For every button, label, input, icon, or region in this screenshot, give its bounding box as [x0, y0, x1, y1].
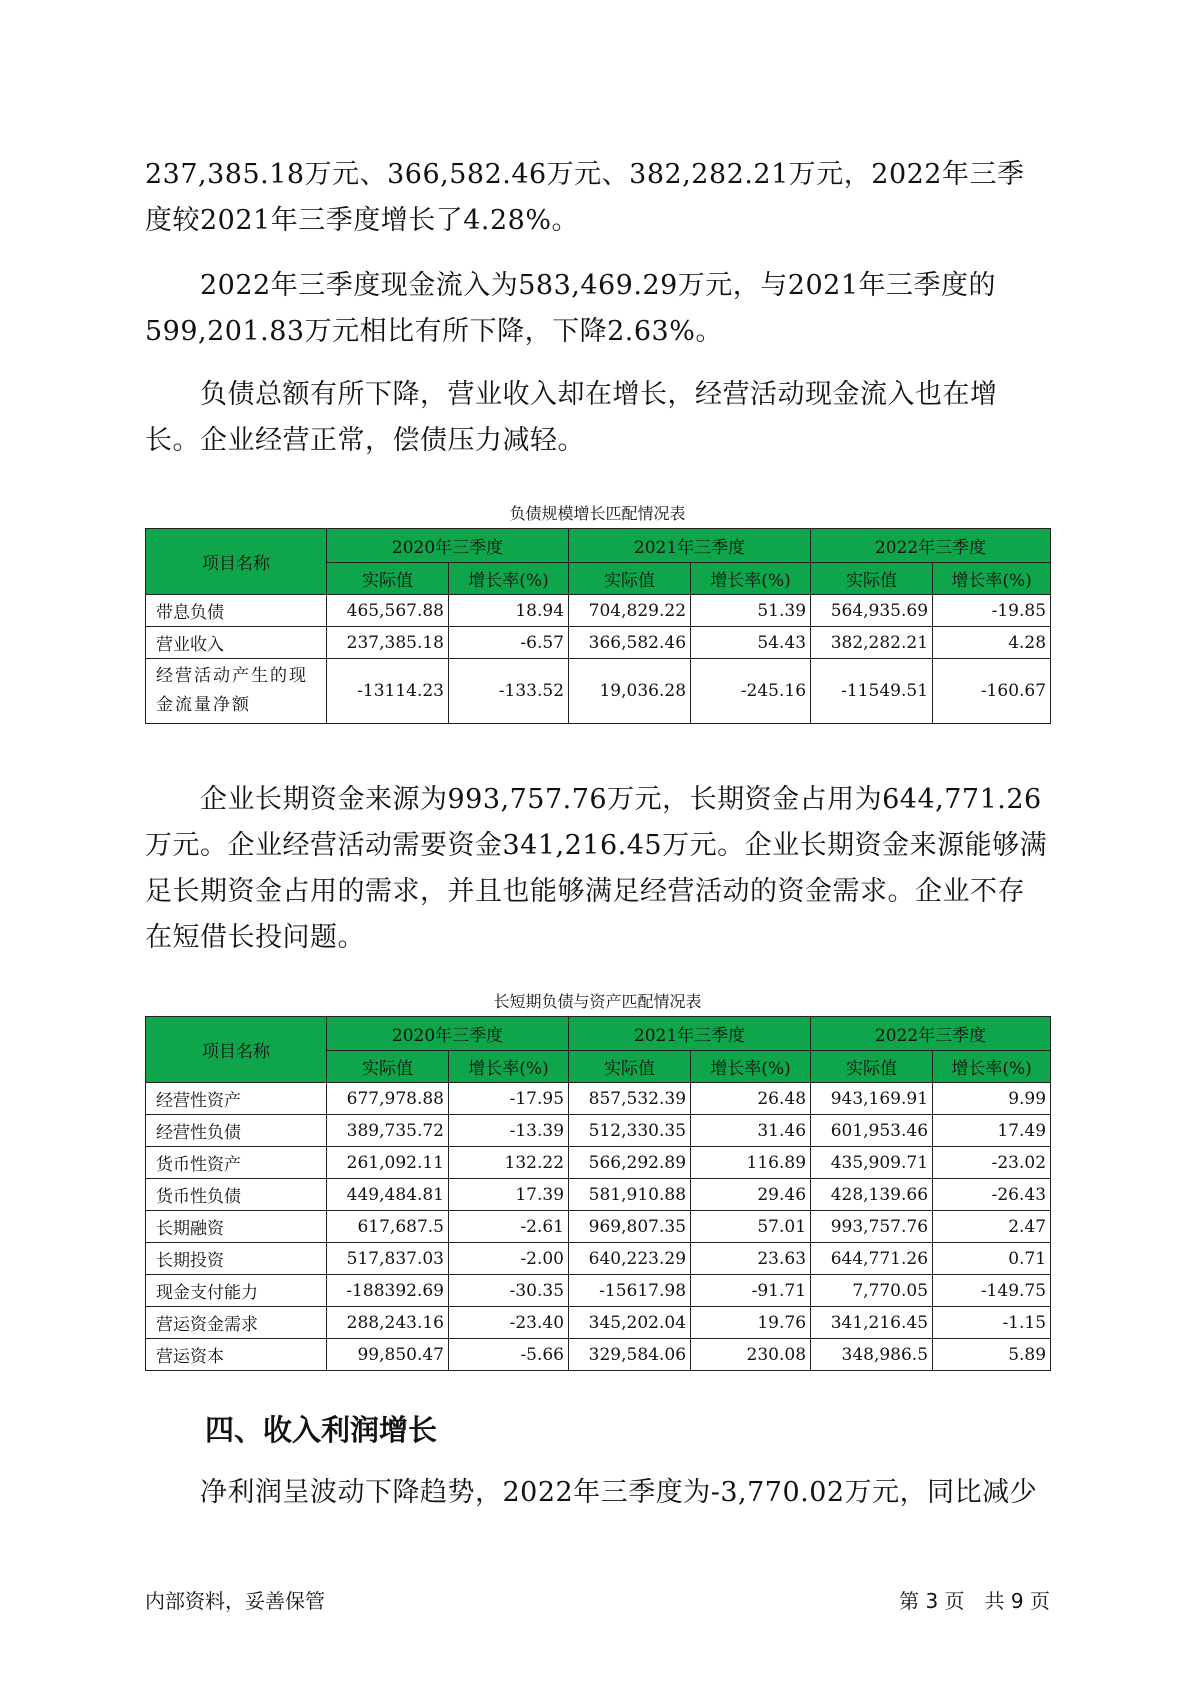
cell-actual-2022: 564,935.69: [811, 595, 933, 627]
cell-actual-2021: 345,202.04: [569, 1307, 691, 1339]
row-label: 经营性负债: [146, 1115, 327, 1147]
header-2022: 2022年三季度: [811, 529, 1051, 563]
header-actual: 实际值: [811, 1051, 933, 1083]
table-row: [146, 1147, 1051, 1179]
cell-actual-2021: 329,584.06: [569, 1339, 691, 1371]
cell-growth-2022: 4.28: [933, 627, 1051, 659]
cell-actual-2020: 261,092.11: [327, 1147, 449, 1179]
table-row: [146, 1275, 1051, 1307]
cell-actual-2020: -188392.69: [327, 1275, 449, 1307]
cell-growth-2020: 132.22: [449, 1147, 569, 1179]
cell-actual-2022: -11549.51: [811, 659, 933, 724]
cell-actual-2020: 389,735.72: [327, 1115, 449, 1147]
header-item-name: 项目名称: [146, 529, 327, 595]
header-2021: 2021年三季度: [569, 529, 811, 563]
row-label: 营运资金需求: [146, 1307, 327, 1339]
row-label: 营运资本: [146, 1339, 327, 1371]
cell-actual-2021: 581,910.88: [569, 1179, 691, 1211]
cell-growth-2021: 51.39: [691, 595, 811, 627]
cell-growth-2021: 26.48: [691, 1083, 811, 1115]
asset-liability-match-table: [145, 1016, 1051, 1371]
paragraph-cash-inflow: 2022年三季度现金流入为583,469.29万元，与2021年三季度的599,201.83万元相比有所下降，下降2.63%。: [145, 270, 997, 347]
cell-growth-2021: -245.16: [691, 659, 811, 724]
cell-actual-2020: 449,484.81: [327, 1179, 449, 1211]
cell-growth-2022: -23.02: [933, 1147, 1051, 1179]
cell-actual-2021: -15617.98: [569, 1275, 691, 1307]
cell-growth-2022: 2.47: [933, 1211, 1051, 1243]
footer-confidential: 内部资料，妥善保管: [145, 1589, 325, 1613]
header-actual: 实际值: [569, 563, 691, 595]
table-row: [146, 1243, 1051, 1275]
cell-growth-2020: -5.66: [449, 1339, 569, 1371]
cell-growth-2020: -6.57: [449, 627, 569, 659]
table-row: [146, 659, 1051, 724]
cell-growth-2022: -160.67: [933, 659, 1051, 724]
table-row: [146, 1339, 1051, 1371]
paragraph-revenue-growth: 237,385.18万元、366,582.46万元、382,282.21万元，2022年三季度较2021年三季度增长了4.28%。: [145, 159, 1025, 236]
cell-actual-2021: 704,829.22: [569, 595, 691, 627]
table1-caption: 负债规模增长匹配情况表: [509, 504, 686, 523]
cell-growth-2020: -2.00: [449, 1243, 569, 1275]
cell-growth-2020: -13.39: [449, 1115, 569, 1147]
cell-growth-2021: 23.63: [691, 1243, 811, 1275]
table2-caption: 长短期负债与资产匹配情况表: [493, 992, 702, 1011]
cell-actual-2020: 99,850.47: [327, 1339, 449, 1371]
cell-actual-2022: 428,139.66: [811, 1179, 933, 1211]
header-growth: 增长率(%): [691, 1051, 811, 1083]
cell-actual-2021: 969,807.35: [569, 1211, 691, 1243]
cell-growth-2020: 17.39: [449, 1179, 569, 1211]
cell-growth-2021: 54.43: [691, 627, 811, 659]
header-growth: 增长率(%): [449, 1051, 569, 1083]
cell-actual-2021: 366,582.46: [569, 627, 691, 659]
cell-actual-2022: 341,216.45: [811, 1307, 933, 1339]
header-item-name: 项目名称: [146, 1017, 327, 1083]
cell-actual-2022: 382,282.21: [811, 627, 933, 659]
header-2021: 2021年三季度: [569, 1017, 811, 1051]
footer-page-number: 第 3 页 共 9 页: [899, 1589, 1050, 1613]
paragraph-net-profit: 净利润呈波动下降趋势，2022年三季度为-3,770.02万元，同比减少: [145, 1477, 1038, 1508]
cell-growth-2021: 29.46: [691, 1179, 811, 1211]
cell-actual-2020: 517,837.03: [327, 1243, 449, 1275]
cell-actual-2020: 617,687.5: [327, 1211, 449, 1243]
row-label: 长期投资: [146, 1243, 327, 1275]
cell-growth-2020: -133.52: [449, 659, 569, 724]
header-actual: 实际值: [569, 1051, 691, 1083]
row-label: 带息负债: [146, 595, 327, 627]
table-row: [146, 1083, 1051, 1115]
cell-growth-2021: 230.08: [691, 1339, 811, 1371]
cell-actual-2022: 993,757.76: [811, 1211, 933, 1243]
table-row: [146, 595, 1051, 627]
cell-growth-2022: 5.89: [933, 1339, 1051, 1371]
header-2020: 2020年三季度: [327, 1017, 569, 1051]
paragraph-debt-summary: 负债总额有所下降，营业收入却在增长，经营活动现金流入也在增长。企业经营正常，偿债压力减轻。: [145, 379, 998, 456]
cell-growth-2020: -30.35: [449, 1275, 569, 1307]
cell-actual-2022: 644,771.26: [811, 1243, 933, 1275]
cell-growth-2021: 57.01: [691, 1211, 811, 1243]
row-label: 现金支付能力: [146, 1275, 327, 1307]
header-growth: 增长率(%): [933, 1051, 1051, 1083]
section-heading: 四、收入利润增长: [205, 1413, 438, 1447]
header-2020: 2020年三季度: [327, 529, 569, 563]
debt-scale-table: [145, 528, 1051, 724]
row-label: 经营性资产: [146, 1083, 327, 1115]
table-row: [146, 1211, 1051, 1243]
cell-actual-2022: 601,953.46: [811, 1115, 933, 1147]
cell-growth-2020: -17.95: [449, 1083, 569, 1115]
cell-growth-2022: -149.75: [933, 1275, 1051, 1307]
cell-growth-2022: -19.85: [933, 595, 1051, 627]
header-actual: 实际值: [811, 563, 933, 595]
table-row: [146, 627, 1051, 659]
cell-actual-2020: 465,567.88: [327, 595, 449, 627]
header-growth: 增长率(%): [449, 563, 569, 595]
cell-actual-2021: 857,532.39: [569, 1083, 691, 1115]
cell-actual-2021: 19,036.28: [569, 659, 691, 724]
header-growth: 增长率(%): [691, 563, 811, 595]
cell-actual-2022: 943,169.91: [811, 1083, 933, 1115]
cell-actual-2022: 7,770.05: [811, 1275, 933, 1307]
header-growth: 增长率(%): [933, 563, 1051, 595]
cell-growth-2022: 17.49: [933, 1115, 1051, 1147]
cell-growth-2021: 31.46: [691, 1115, 811, 1147]
cell-growth-2022: -26.43: [933, 1179, 1051, 1211]
cell-actual-2020: -13114.23: [327, 659, 449, 724]
cell-actual-2022: 348,986.5: [811, 1339, 933, 1371]
cell-growth-2021: 116.89: [691, 1147, 811, 1179]
table-row: [146, 1307, 1051, 1339]
table-row: [146, 1115, 1051, 1147]
cell-actual-2020: 677,978.88: [327, 1083, 449, 1115]
cell-actual-2021: 512,330.35: [569, 1115, 691, 1147]
cell-growth-2021: -91.71: [691, 1275, 811, 1307]
cell-actual-2020: 237,385.18: [327, 627, 449, 659]
cell-growth-2020: -23.40: [449, 1307, 569, 1339]
row-label: 长期融资: [146, 1211, 327, 1243]
cell-growth-2021: 19.76: [691, 1307, 811, 1339]
row-label: 经营活动产生的现金流量净额: [146, 659, 327, 724]
header-actual: 实际值: [327, 563, 449, 595]
cell-actual-2020: 288,243.16: [327, 1307, 449, 1339]
paragraph-long-term-funds: 企业长期资金来源为993,757.76万元，长期资金占用为644,771.26万元。企业经营活动需要资金341,216.45万元。企业长期资金来源能够满足长期资金占用的需求，并且也能够满足经营活动的资金需求。企业不存在短借长投问题。: [145, 784, 1048, 953]
row-label: 货币性负债: [146, 1179, 327, 1211]
cell-actual-2021: 640,223.29: [569, 1243, 691, 1275]
header-actual: 实际值: [327, 1051, 449, 1083]
header-2022: 2022年三季度: [811, 1017, 1051, 1051]
table-row: [146, 1179, 1051, 1211]
cell-actual-2022: 435,909.71: [811, 1147, 933, 1179]
cell-growth-2022: 9.99: [933, 1083, 1051, 1115]
cell-growth-2020: 18.94: [449, 595, 569, 627]
cell-growth-2022: -1.15: [933, 1307, 1051, 1339]
cell-growth-2020: -2.61: [449, 1211, 569, 1243]
cell-growth-2022: 0.71: [933, 1243, 1051, 1275]
row-label: 货币性资产: [146, 1147, 327, 1179]
cell-actual-2021: 566,292.89: [569, 1147, 691, 1179]
row-label: 营业收入: [146, 627, 327, 659]
